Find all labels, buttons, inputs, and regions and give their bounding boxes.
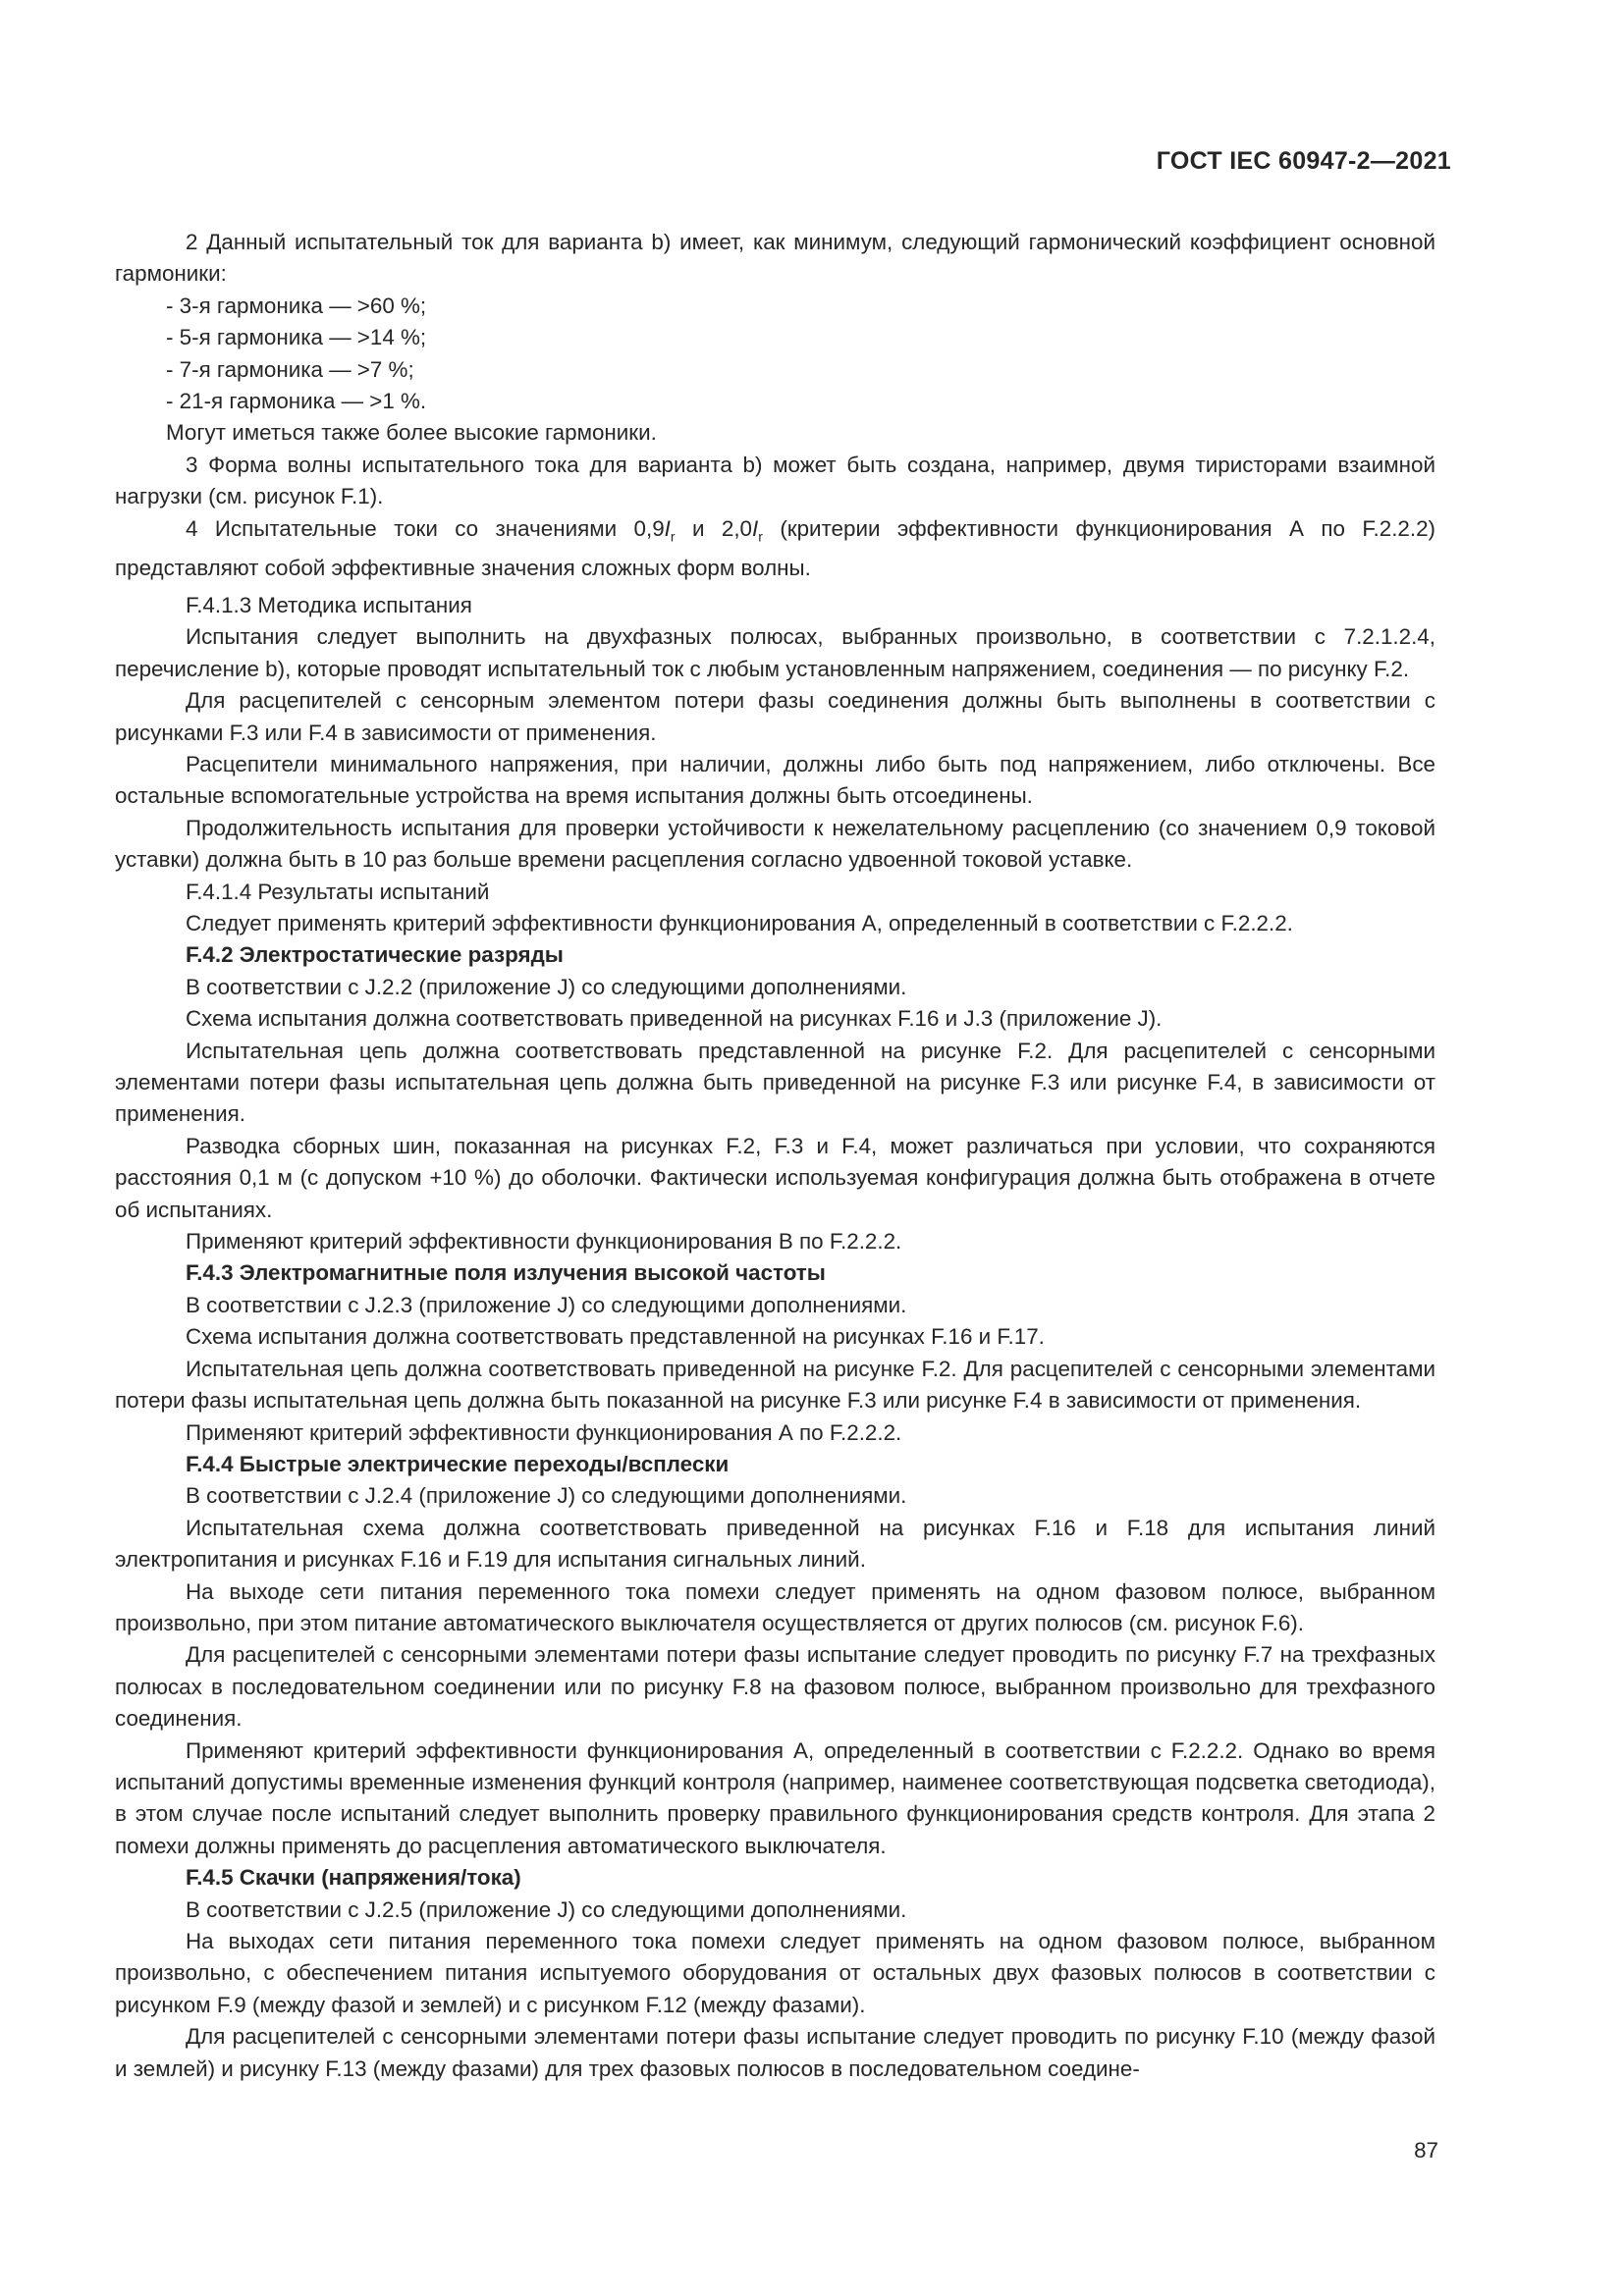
section-heading: F.4.5 Скачки (напряжения/тока) — [186, 1865, 521, 1891]
section-heading: F.4.2 Электростатические разряды — [186, 942, 564, 968]
page-number: 87 — [1414, 2138, 1438, 2163]
body-paragraph: На выходе сети питания переменного тока помехи следует применять на одном фазовом полюсе, выбранном произвольно, при этом питание автоматического выключателя осуществляется от других полюсов (см. рисунок F.6). — [115, 1578, 1435, 1635]
body-paragraph: Для расцепителей с сенсорными элементами потери фазы испытание следует проводить по рисунку F.10 (между фазой и землей) и рисунку F.13 (между фазами) для трех фазовых полюсов в последовательном соедине- — [115, 2024, 1435, 2081]
body-paragraph: Следует применять критерий эффективности функционирования А, определенный в соответствии с F.2.2.2. — [186, 911, 1293, 935]
section-heading: F.4.3 Электромагнитные поля излучения высокой частоты — [186, 1260, 826, 1286]
list-item: - 7-я гармоника — >7 %; — [166, 356, 414, 382]
subsection-heading: F.4.1.4 Результаты испытаний — [186, 879, 490, 904]
body-paragraph: Испытательная цепь должна соответствовать приведенной на рисунке F.2. Для расцепителей с сенсорными элементами потери фазы испытательная цепь должна быть показанной на рисунке F.3 или рисунке F.4 в зависимости от применения. — [115, 1356, 1435, 1414]
body-paragraph: Для расцепителей с сенсорными элементами потери фазы испытание следует проводить по рисунку F.7 на трехфазных полюсах в последовательном соединении или по рисунку F.8 на фазовом полюсе, выбранном произвольно для трехфазного соединения. — [115, 1642, 1435, 1732]
body-paragraph: Применяют критерий эффективности функционирования А, определенный в соответствии с F.2.2.2. Однако во время испытаний допустимы временные изменения функций контроля (например, наименее соответствующая подсветка светодиода), в этом случае после испытаний следует выполнить проверку правильного функционирования средств контроля. Для этапа 2 помехи должны применять до расцепления автоматического выключателя. — [115, 1737, 1435, 1858]
list-item: - 21-я гармоника — >1 %. — [166, 389, 427, 414]
body-paragraph: В соответствии с J.2.3 (приложение J) со следующими дополнениями. — [186, 1292, 907, 1317]
list-item: - 5-я гармоника — >14 %; — [166, 325, 427, 350]
subsection-heading: F.4.1.3 Методика испытания — [186, 592, 472, 617]
note-paragraph: 4 Испытательные токи со значениями $0,9I_r$ и $2,0I_r$ (критерии эффективности функционирования А по F.2.2.2) представляют собой эффективные значения сложных форм волны. — [115, 515, 1436, 580]
body-paragraph: Применяют критерий эффективности функционирования А по F.2.2.2. — [186, 1419, 902, 1445]
note-paragraph: Могут иметься также более высокие гармоники. — [166, 420, 657, 446]
body-paragraph: Испытания следует выполнить на двухфазных полюсах, выбранных произвольно, в соответствии с 7.2.1.2.4, перечисление b), которые проводят испытательный ток с любым установленным напряжением, соединения — по рисунку F.2. — [115, 624, 1435, 681]
body-paragraph: Для расцепителей с сенсорным элементом потери фазы соединения должны быть выполнены в соответствии с рисунками F.3 или F.4 в зависимости от применения. — [115, 688, 1435, 745]
body-paragraph: В соответствии с J.2.5 (приложение J) со следующими дополнениями. — [186, 1896, 907, 1922]
body-paragraph: В соответствии с J.2.4 (приложение J) со следующими дополнениями. — [186, 1483, 907, 1509]
document-header: ГОСТ IEC 60947-2—2021 — [1156, 147, 1451, 175]
body-paragraph: Испытательная схема должна соответствовать приведенной на рисунках F.16 и F.18 для испытания линий электропитания и рисунках F.16 и F.19 для испытания сигнальных линий. — [115, 1515, 1435, 1573]
note-paragraph: 2 Данный испытательный ток для варианта b) имеет, как минимум, следующий гармонический коэффициент основной гармоники: — [115, 230, 1435, 287]
body-paragraph: Испытательная цепь должна соответствовать представленной на рисунке F.2. Для расцепителей с сенсорными элементами потери фазы испытательная цепь должна быть приведенной на рисунке F.3 или рисунке F.4, в зависимости от применения. — [115, 1038, 1435, 1127]
note-paragraph: 3 Форма волны испытательного тока для варианта b) может быть создана, например, двумя тиристорами взаимной нагрузки (см. рисунок F.1). — [115, 452, 1435, 509]
body-paragraph: На выходах сети питания переменного тока помехи следует применять на одном фазовом полюсе, выбранном произвольно, с обеспечением питания испытуемого оборудования от остальных двух фазовых полюсов в соответствии с рисунком F.9 (между фазой и землей) и с рисунком F.12 (между фазами). — [115, 1929, 1435, 2017]
section-heading: F.4.4 Быстрые электрические переходы/всплески — [186, 1451, 730, 1476]
body-paragraph: Схема испытания должна соответствовать приведенной на рисунках F.16 и J.3 (приложение J). — [186, 1006, 1163, 1032]
body-paragraph: В соответствии с J.2.2 (приложение J) со следующими дополнениями. — [186, 974, 907, 999]
document-body — [115, 227, 1435, 2085]
body-paragraph: Расцепители минимального напряжения, при наличии, должны либо быть под напряжением, либо отключены. Все остальные вспомогательные устройства на время испытания должны быть отсоединены. — [115, 751, 1435, 809]
body-paragraph: Разводка сборных шин, показанная на рисунках F.2, F.3 и F.4, может различаться при условии, что сохраняются расстояния 0,1 м (с допуском +10 %) до оболочки. Фактически используемая конфигурация должна быть отображена в отчете об испытаниях. — [115, 1133, 1435, 1222]
body-paragraph: Схема испытания должна соответствовать представленной на рисунках F.16 и F.17. — [186, 1324, 1045, 1350]
list-item: - 3-я гармоника — >60 %; — [166, 293, 427, 318]
body-paragraph: Продолжительность испытания для проверки устойчивости к нежелательному расцеплению (со значением 0,9 токовой уставки) должна быть в 10 раз больше времени расцепления согласно удвоенной токовой уставке. — [115, 815, 1435, 873]
body-paragraph: Применяют критерий эффективности функционирования В по F.2.2.2. — [186, 1229, 902, 1255]
